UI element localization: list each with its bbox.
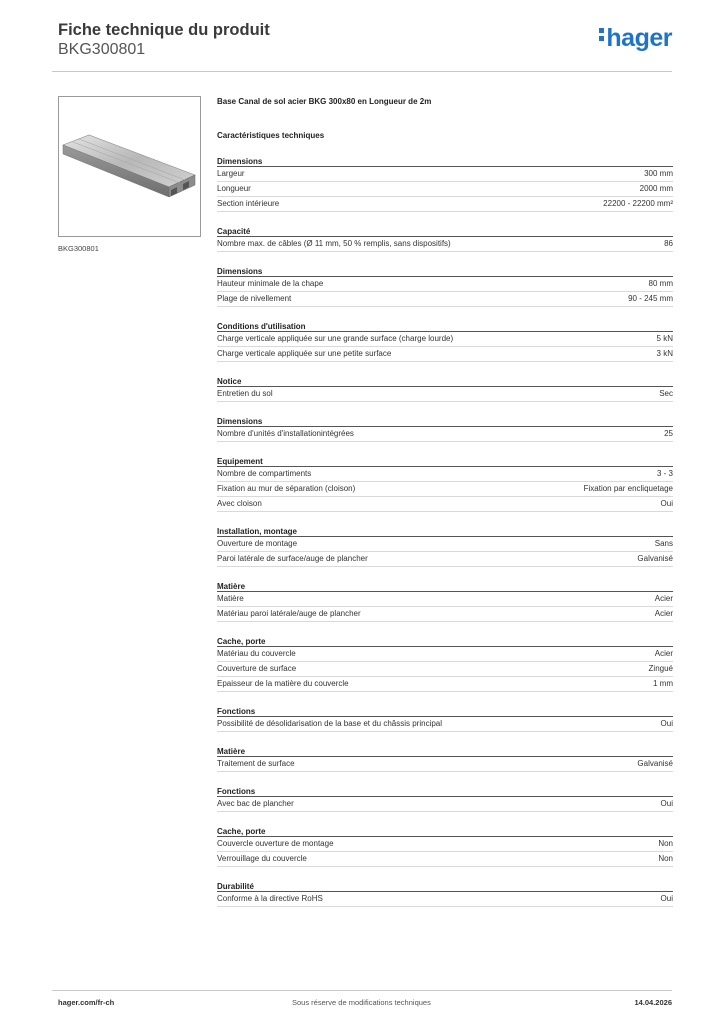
spec-group — [217, 456, 673, 512]
spec-label: Nombre de compartiments — [217, 469, 312, 478]
spec-group-title: Matière — [217, 746, 673, 757]
spec-row — [217, 552, 673, 567]
footer-date: 14.04.2026 — [634, 998, 672, 1007]
spec-value: Galvanisé — [637, 554, 673, 563]
spec-value: Oui — [660, 719, 673, 728]
spec-group-title: Equipement — [217, 456, 673, 467]
spec-group — [217, 416, 673, 442]
spec-group-title: Dimensions — [217, 266, 673, 277]
spec-label: Matière — [217, 594, 244, 603]
spec-row — [217, 387, 673, 402]
spec-value: 90 - 245 mm — [628, 294, 673, 303]
spec-value: Sec — [659, 389, 673, 398]
spec-group-title: Fonctions — [217, 786, 673, 797]
spec-value: 5 kN — [656, 334, 673, 343]
spec-group — [217, 636, 673, 692]
product-image-frame — [58, 96, 201, 237]
spec-row — [217, 592, 673, 607]
product-image-caption: BKG300801 — [58, 244, 99, 253]
spec-row — [217, 852, 673, 867]
spec-value: 80 mm — [648, 279, 673, 288]
spec-row — [217, 347, 673, 362]
spec-row — [217, 837, 673, 852]
spec-label: Longueur — [217, 184, 251, 193]
spec-group — [217, 826, 673, 867]
spec-value: 1 mm — [653, 679, 673, 688]
product-description: Base Canal de sol acier BKG 300x80 en Longueur de 2m — [217, 97, 432, 106]
spec-label: Section intérieure — [217, 199, 280, 208]
spec-row — [217, 892, 673, 907]
spec-row — [217, 427, 673, 442]
spec-row — [217, 482, 673, 497]
spec-row — [217, 717, 673, 732]
spec-value: 3 kN — [656, 349, 673, 358]
spec-value: Non — [658, 839, 673, 848]
spec-label: Plage de nivellement — [217, 294, 292, 303]
spec-group-title: Notice — [217, 376, 673, 387]
spec-group-title: Cache, porte — [217, 826, 673, 837]
spec-label: Avec bac de plancher — [217, 799, 294, 808]
logo-dots-icon — [599, 25, 605, 44]
spec-value: Acier — [654, 609, 673, 618]
spec-group-title: Capacité — [217, 226, 673, 237]
spec-label: Couvercle ouverture de montage — [217, 839, 334, 848]
spec-group — [217, 321, 673, 362]
spec-row — [217, 797, 673, 812]
spec-group-title: Installation, montage — [217, 526, 673, 537]
spec-group-title: Fonctions — [217, 706, 673, 717]
spec-value: Zingué — [648, 664, 673, 673]
spec-label: Charge verticale appliquée sur une petite surface — [217, 349, 392, 358]
spec-label: Entretien du sol — [217, 389, 273, 398]
spec-row — [217, 607, 673, 622]
spec-label: Verrouillage du couvercle — [217, 854, 307, 863]
spec-label: Ouverture de montage — [217, 539, 298, 548]
spec-label: Largeur — [217, 169, 245, 178]
spec-value: Acier — [654, 594, 673, 603]
tech-characteristics-heading: Caractéristiques techniques — [217, 131, 325, 140]
spec-group-title: Durabilité — [217, 881, 673, 892]
spec-row — [217, 757, 673, 772]
spec-group — [217, 746, 673, 772]
footer-divider — [52, 990, 672, 991]
hager-logo — [599, 24, 672, 53]
spec-value: 2000 mm — [639, 184, 673, 193]
spec-label: Conforme à la directive RoHS — [217, 894, 323, 903]
spec-row — [217, 237, 673, 252]
spec-group-title: Matière — [217, 581, 673, 592]
spec-label: Avec cloison — [217, 499, 262, 508]
spec-value: 3 - 3 — [656, 469, 673, 478]
spec-label: Charge verticale appliquée sur une grande surface (charge lourde) — [217, 334, 454, 343]
spec-value: Galvanisé — [637, 759, 673, 768]
spec-group — [217, 156, 673, 212]
spec-value: 25 — [664, 429, 673, 438]
spec-row — [217, 467, 673, 482]
spec-group — [217, 226, 673, 252]
spec-row — [217, 197, 673, 212]
spec-label: Hauteur minimale de la chape — [217, 279, 324, 288]
spec-label: Nombre max. de câbles (Ø 11 mm, 50 % remplis, sans dispositifs) — [217, 239, 451, 248]
product-reference: BKG300801 — [58, 41, 146, 58]
document-title: Fiche technique du produit — [58, 21, 270, 39]
spec-groups — [217, 156, 673, 907]
spec-row — [217, 662, 673, 677]
logo-text: hager — [606, 24, 672, 52]
spec-label: Matériau paroi latérale/auge de plancher — [217, 609, 361, 618]
spec-row — [217, 537, 673, 552]
spec-value: Oui — [660, 799, 673, 808]
footer-disclaimer: Sous réserve de modifications techniques — [292, 998, 431, 1007]
spec-value: Oui — [660, 894, 673, 903]
header-divider — [52, 71, 672, 72]
spec-value: Sans — [654, 539, 673, 548]
footer-website[interactable]: hager.com/fr-ch — [58, 998, 115, 1007]
spec-value: 86 — [664, 239, 673, 248]
spec-label: Paroi latérale de surface/auge de plancher — [217, 554, 368, 563]
spec-row — [217, 497, 673, 512]
spec-label: Possibilité de désolidarisation de la base et du châssis principal — [217, 719, 443, 728]
spec-group-title: Dimensions — [217, 416, 673, 427]
floor-duct-image-icon — [59, 97, 200, 236]
spec-group-title: Dimensions — [217, 156, 673, 167]
spec-value: Fixation par encliquetage — [583, 484, 673, 493]
spec-content — [217, 96, 673, 907]
spec-row — [217, 182, 673, 197]
spec-group — [217, 526, 673, 567]
document-header — [58, 20, 672, 66]
spec-row — [217, 677, 673, 692]
spec-row — [217, 292, 673, 307]
spec-row — [217, 647, 673, 662]
spec-label: Traitement de surface — [217, 759, 295, 768]
spec-group — [217, 376, 673, 402]
spec-group-title: Cache, porte — [217, 636, 673, 647]
spec-label: Couverture de surface — [217, 664, 297, 673]
spec-value: Non — [658, 854, 673, 863]
spec-row — [217, 332, 673, 347]
spec-group — [217, 881, 673, 907]
spec-label: Fixation au mur de séparation (cloison) — [217, 484, 356, 493]
spec-label: Nombre d'unités d'installationintégrées — [217, 429, 354, 438]
spec-row — [217, 277, 673, 292]
spec-value: Oui — [660, 499, 673, 508]
spec-group — [217, 581, 673, 622]
spec-value: 300 mm — [644, 169, 673, 178]
spec-row — [217, 167, 673, 182]
spec-value: Acier — [654, 649, 673, 658]
spec-label: Epaisseur de la matière du couvercle — [217, 679, 349, 688]
spec-label: Matériau du couvercle — [217, 649, 296, 658]
spec-group — [217, 266, 673, 307]
spec-group — [217, 706, 673, 732]
spec-group-title: Conditions d'utilisation — [217, 321, 673, 332]
spec-value: 22200 - 22200 mm² — [603, 199, 673, 208]
spec-group — [217, 786, 673, 812]
